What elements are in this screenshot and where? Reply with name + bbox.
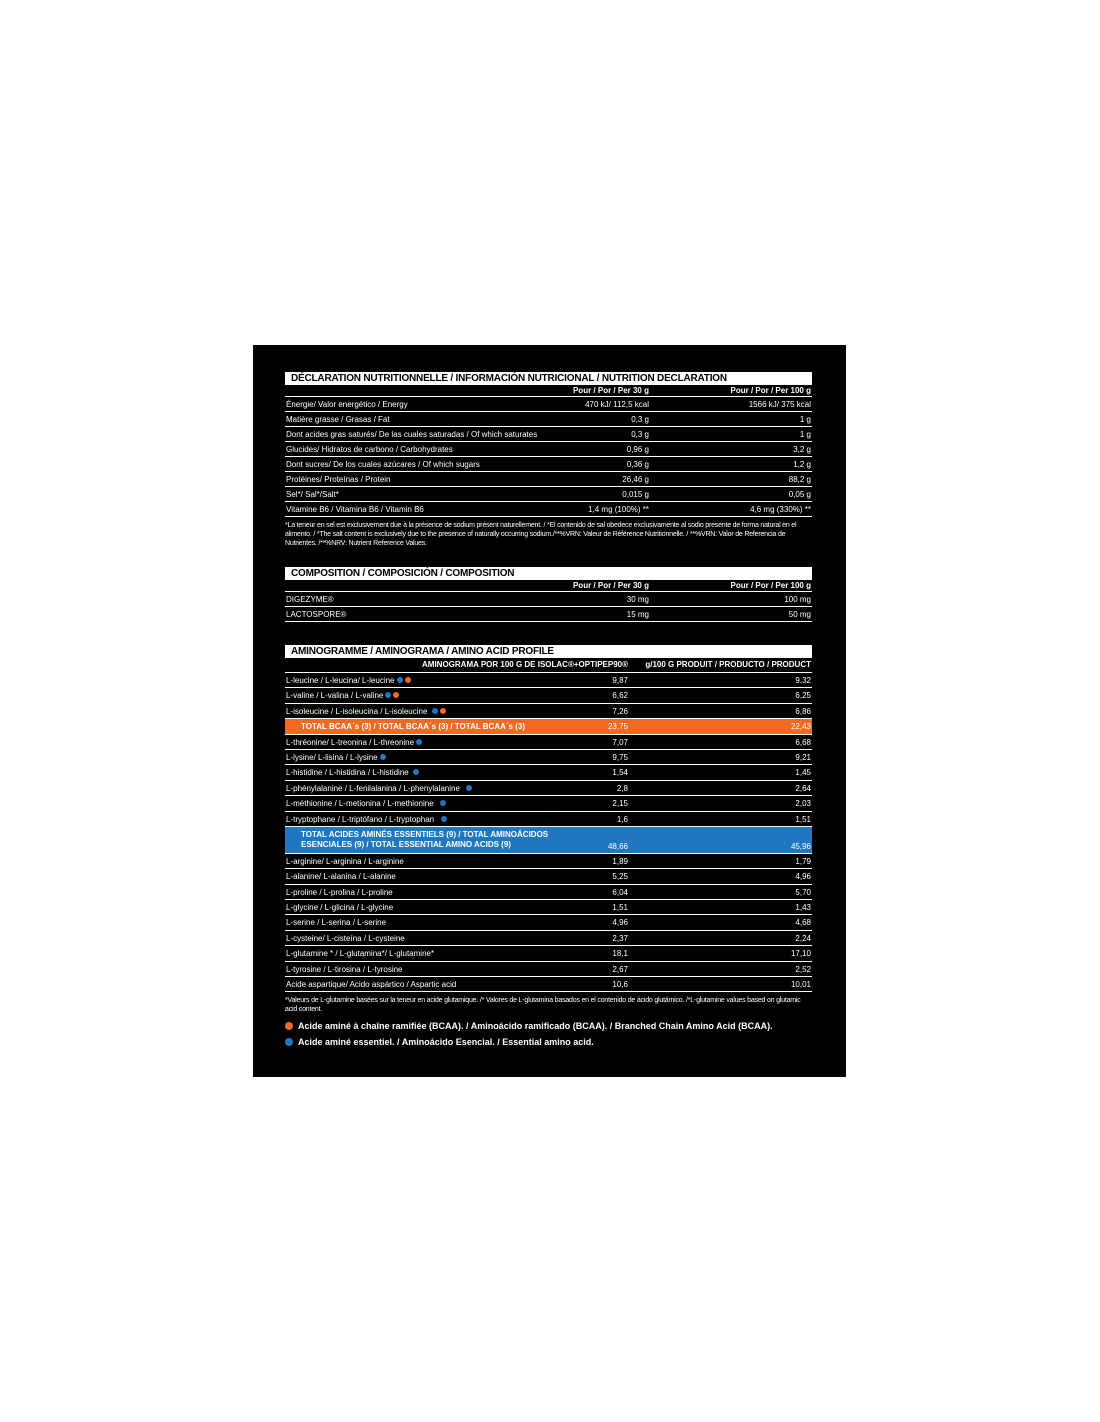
amino-row-aspartic-acid: Acide aspartique/ Acido aspártico / Aspartic acid 10,6 10,01	[285, 977, 812, 992]
composition-row-digezyme: DIGEZYME® 30 mg 100 mg	[285, 592, 812, 607]
essential-dot-icon	[413, 769, 419, 775]
essential-dot-icon	[416, 739, 422, 745]
essential-dot-icon	[466, 785, 472, 791]
nutrition-row-energy: Énergie/ Valor energético / Energy 470 kJ/ 112,5 kcal 1566 kJ/ 375 kcal	[285, 397, 812, 412]
essential-dot-icon	[285, 1038, 293, 1046]
nutrition-footnote: *La teneur en sel est exclusivement due à la présence de sodium présent naturellement. / *El contenido de sal obedece exclusivamente al sodio presente de forma natural en el alimento. / *The salt content is exclusively due to the presence of naturally occurring sodium./**%VRN: Valeur de Référence Nutritionnelle. / **%VRN: Valor de Referencia de Nutrientes. /**%NRV: Nutrient Reference Values.	[285, 522, 797, 547]
essential-dot-icon	[385, 692, 391, 698]
amino-row-valine: L-valine / L-valina / L-valine 6,62 6,25	[285, 688, 812, 703]
composition-header	[285, 580, 812, 592]
bcaa-dot-icon	[405, 677, 411, 683]
amino-row-isoleucine: L-isoleucine / L-isoleucina / L-isoleucine 7,26 6,86	[285, 704, 812, 719]
amino-section	[285, 645, 812, 1050]
total-essential-row: TOTAL ACIDES AMINÉS ESSENTIELS (9) / TOTAL AMINOÁCIDOS ESENCIALES (9) / TOTAL ESSENTIAL AMINO ACIDS (9) 48,66 45,96	[285, 827, 812, 854]
composition-col1: Pour / Por / Per 30 g	[572, 581, 649, 590]
legend	[285, 1018, 812, 1050]
essential-dot-icon	[440, 800, 446, 806]
nutrition-row-carbohydrates: Glucides/ Hidratos de carbono / Carbohydrates 0,96 g 3,2 g	[285, 442, 812, 457]
amino-col2: g/100 G PRODUIT / PRODUCTO / PRODUCT	[645, 660, 811, 669]
legend-bcaa: Acide aminé à chaîne ramifiée (BCAA). / Aminoácido ramificado (BCAA). / Branched Chain Amino Acid (BCAA).	[285, 1018, 812, 1034]
nutrition-col1: Pour / Por / Per 30 g	[572, 386, 649, 395]
amino-title: AMINOGRAMME / AMINOGRAMA / AMINO ACID PROFILE	[285, 645, 812, 658]
essential-dot-icon	[432, 708, 438, 714]
bcaa-dot-icon	[393, 692, 399, 698]
amino-header	[285, 658, 812, 673]
essential-dot-icon	[380, 754, 386, 760]
nutrition-row-protein: Protéines/ Proteínas / Protein 26,46 g 88,2 g	[285, 472, 812, 487]
nutrition-header	[285, 385, 812, 397]
amino-row-glycine: L-glycine / L-glicina / L-glycine 1,51 1,43	[285, 900, 812, 915]
nutrition-panel	[253, 345, 846, 1077]
amino-row-cysteine: L-cysteine/ L-cisteína / L-cysteine 2,37 2,24	[285, 931, 812, 946]
legend-essential: Acide aminé essentiel. / Aminoácido Esencial. / Essential amino acid.	[285, 1034, 812, 1050]
nutrition-row-saturates: Dont acides gras saturés/ De las cuales saturadas / Of which saturates 0,3 g 1 g	[285, 427, 812, 442]
bcaa-dot-icon	[440, 708, 446, 714]
nutrition-row-fat: Matière grasse / Grasas / Fat 0,3 g 1 g	[285, 412, 812, 427]
essential-dot-icon	[441, 816, 447, 822]
amino-row-lysine: L-lysine/ L-lisina / L-lysine 9,75 9,21	[285, 750, 812, 765]
composition-row-lactospore: LACTOSPORE® 15 mg 50 mg	[285, 607, 812, 622]
amino-row-alanine: L-alanine/ L-alanina / L-alanine 5,25 4,96	[285, 869, 812, 884]
amino-row-phenylalanine: L-phénylalanine / L-fenilalanina / L-phenylalanine 2,8 2,64	[285, 781, 812, 796]
amino-row-tryptophan: L-tryptophane / L-triptófano / L-tryptophan 1,6 1,51	[285, 812, 812, 827]
nutrition-section	[285, 372, 812, 548]
amino-row-threonine: L-thréonine/ L-treonina / L-threonine 7,07 6,68	[285, 735, 812, 750]
amino-row-proline: L-proline / L-prolina / L-proline 6,04 5,70	[285, 885, 812, 900]
amino-row-methionine: L-méthionine / L-metionina / L-methionine 2,15 2,03	[285, 796, 812, 811]
bcaa-dot-icon	[285, 1022, 293, 1030]
amino-col1: AMINOGRAMA POR 100 G DE ISOLAC®+OPTIPEP90®	[422, 660, 628, 669]
essential-dot-icon	[397, 677, 403, 683]
amino-row-glutamine: L-glutamine * / L-glutamina*/ L-glutamine* 18,1 17,10	[285, 946, 812, 961]
nutrition-row-sugars: Dont sucres/ De los cuales azúcares / Of which sugars 0,36 g 1,2 g	[285, 457, 812, 472]
amino-row-serine: L-serine / L-serina / L-serine 4,96 4,68	[285, 915, 812, 930]
amino-row-tyrosine: L-tyrosine / L-tirosina / L-tyrosine 2,67 2,52	[285, 962, 812, 977]
amino-row-leucine: L-leucine / L-leucina/ L-leucine 9,87 9,32	[285, 673, 812, 688]
composition-section	[285, 567, 812, 622]
composition-title: COMPOSITION / COMPOSICIÓN / COMPOSITION	[285, 567, 812, 580]
amino-row-arginine: L-arginine/ L-arginina / L-arginine 1,89 1,79	[285, 854, 812, 869]
nutrition-col2: Pour / Por / Per 100 g	[730, 386, 811, 395]
amino-footnote: *Valeurs de L-glutamine basées sur la teneur en acide glutamique. /* Valores de L-glutamina basados en el contenido de ácido glutámico. /*L-glutamine values based on glutamic acid content.	[285, 997, 801, 1014]
nutrition-row-salt: Sel*/ Sal*/Salt* 0,015 g 0,05 g	[285, 487, 812, 502]
nutrition-title: DÉCLARATION NUTRITIONNELLE / INFORMACIÓN NUTRICIONAL / NUTRITION DECLARATION	[285, 372, 812, 385]
amino-row-histidine: L-histidine / L-histidina / L-histidine 1,54 1,45	[285, 765, 812, 780]
composition-col2: Pour / Por / Per 100 g	[730, 581, 811, 590]
nutrition-row-vitamin-b6: Vitamine B6 / Vitamina B6 / Vitamin B6 1,4 mg (100%) ** 4,6 mg (330%) **	[285, 502, 812, 517]
total-bcaa-row: TOTAL BCAA´s (3) / TOTAL BCAA´s (3) / TOTAL BCAA´s (3) 23,75 22,43	[285, 719, 812, 734]
